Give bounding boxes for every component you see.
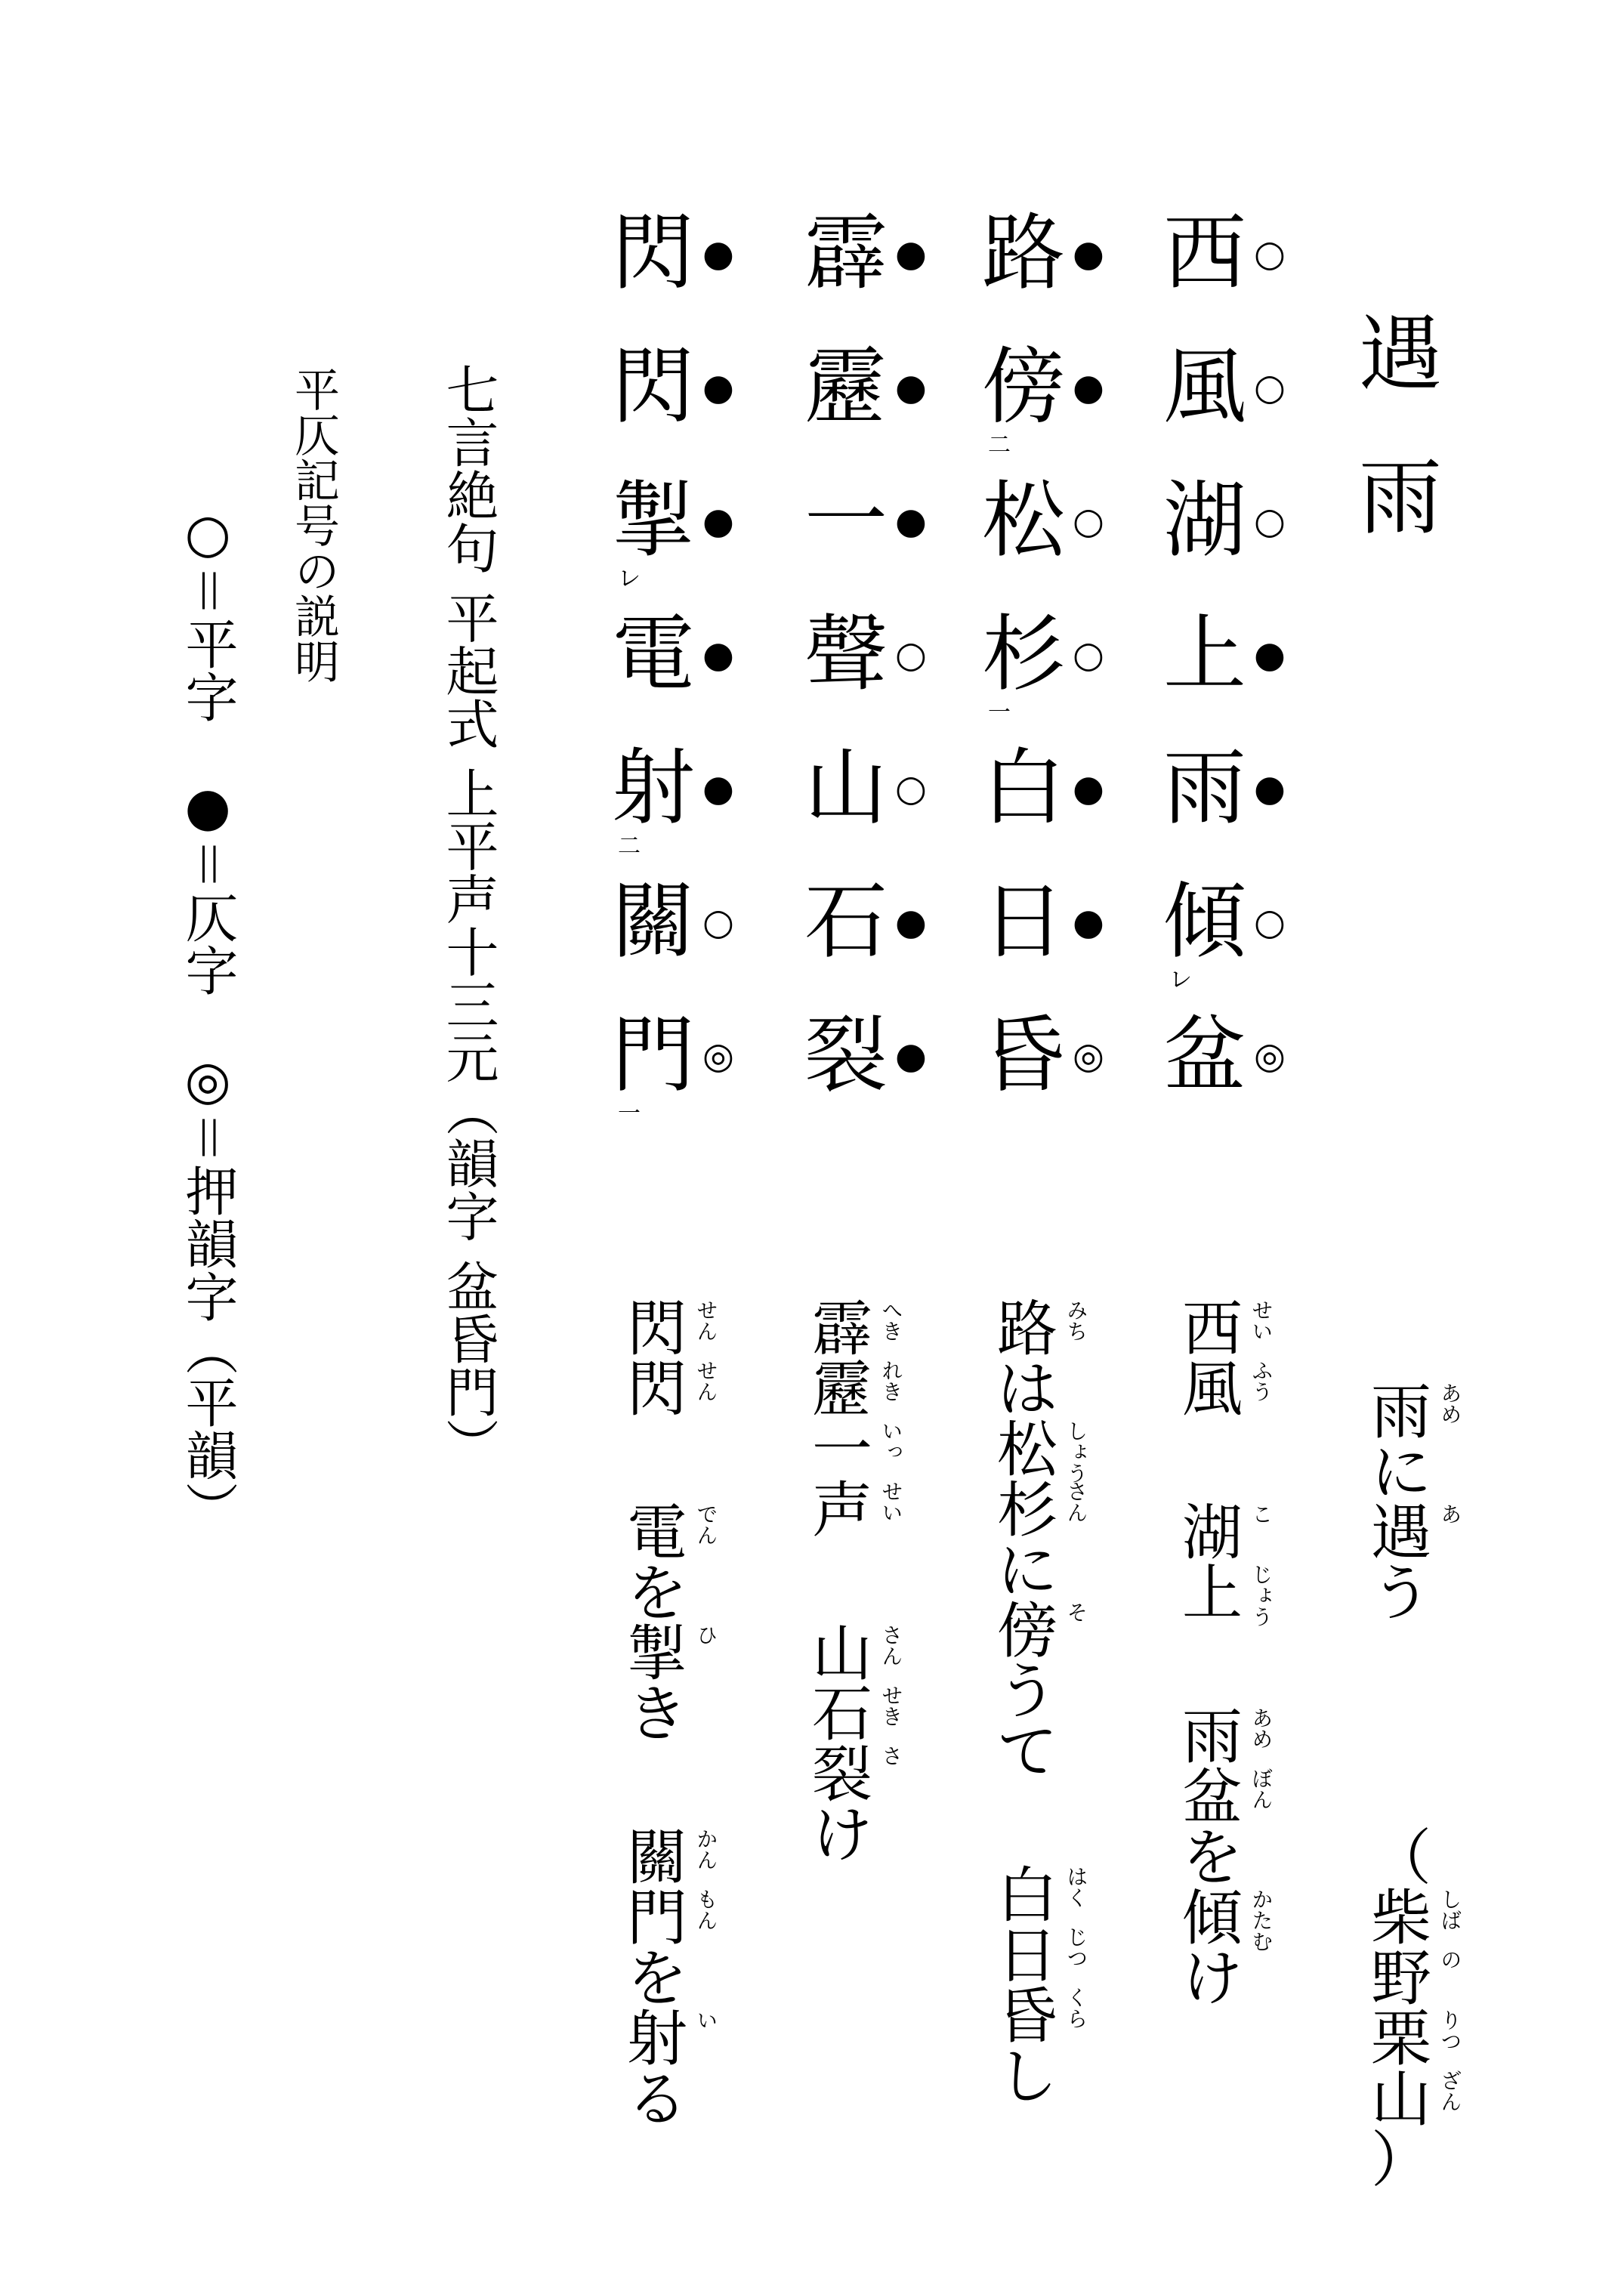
kundoku-character: う [997, 1656, 1057, 1727]
poem-cell [1163, 456, 1322, 590]
kundoku-segment [1360, 2064, 1463, 2135]
kundoku-character: 射 [627, 2004, 687, 2074]
soku-tone-mark: ● [702, 366, 734, 409]
poem-character: 山 [804, 739, 888, 836]
kundoku-character: に [1371, 1437, 1431, 1508]
furigana: そ [1064, 1601, 1089, 1622]
kundoku-character: 日 [997, 1921, 1057, 1991]
soku-tone-mark: ● [702, 767, 734, 810]
kundoku-segment [1171, 1762, 1274, 1832]
kundoku-character: 靂 [812, 1354, 872, 1425]
kundoku-segment [801, 1619, 904, 1689]
kundoku-character: て [997, 1717, 1057, 1787]
poem-cell [612, 189, 770, 323]
kundoku-segment [1171, 1354, 1274, 1425]
furigana: せん [693, 1360, 719, 1402]
kundoku-segment [1171, 1558, 1274, 1629]
kundoku-segment [801, 1740, 904, 1810]
furigana: こ [1249, 1503, 1274, 1524]
kundoku-character: き [627, 1679, 687, 1749]
rhyme-tone-mark: ◎ [702, 1035, 734, 1077]
poem-column-1 [1163, 189, 1322, 1125]
soku-tone-mark: ● [895, 366, 927, 409]
kundoku-segment [1360, 1883, 1463, 1953]
poem-cell [804, 857, 963, 991]
kundoku-segment [616, 1558, 699, 1629]
kundoku-character: ） [1371, 2125, 1431, 2195]
soku-tone-mark: ● [702, 500, 734, 542]
kundoku-segment [986, 1536, 1069, 1606]
hei-tone-mark: ○ [895, 634, 927, 676]
poem-cell [982, 323, 1141, 456]
kundoku-character: 湖 [1182, 1498, 1243, 1568]
poem-cell [982, 991, 1141, 1125]
poem-character: 杉 [982, 606, 1065, 702]
furigana: でん [693, 1503, 719, 1545]
kundoku-character: 掣 [627, 1619, 687, 1689]
kundoku-segment [1171, 1883, 1274, 1953]
legend-text: ○＝平字 ●＝仄字 ◎＝押韻字（平韻） [177, 502, 239, 1534]
poem-character: 掣 [612, 472, 695, 569]
kundoku-segment [616, 2004, 719, 2074]
kaeriten-mark: レ [1169, 967, 1192, 993]
kaeriten-mark: 一 [618, 1101, 641, 1127]
kundoku-segment [986, 1596, 1089, 1666]
kundoku-character: る [627, 2064, 687, 2135]
kundoku-character: 柴 [1371, 1883, 1431, 1953]
hei-tone-mark: ○ [895, 767, 927, 810]
poem-cell [804, 991, 963, 1125]
poem-cell [1163, 724, 1322, 857]
kaeriten-mark: 一 [988, 699, 1011, 726]
furigana: あ [1437, 1503, 1463, 1524]
furigana: かたむ [1249, 1888, 1274, 1952]
kundoku-character: を [627, 1558, 687, 1629]
kundoku-segment [801, 1354, 904, 1425]
poem-cell [1163, 857, 1322, 991]
kundoku-segment [801, 1679, 904, 1749]
soku-tone-mark: ● [895, 901, 927, 943]
kundoku-character: を [1182, 1823, 1243, 1893]
soku-tone-mark: ● [1254, 634, 1286, 676]
poem-column-3 [804, 189, 963, 1125]
kaeriten-mark: 二 [988, 432, 1011, 458]
furigana: くら [1064, 1987, 1089, 2029]
kundoku-character: 霹 [812, 1294, 872, 1364]
kundoku-segment [1360, 1558, 1443, 1629]
kundoku-segment [801, 1475, 904, 1545]
poem-character: 關 [612, 873, 695, 970]
kundoku-segment [986, 1294, 1089, 1364]
furigana: じょう [1249, 1564, 1274, 1627]
poem-character: 松 [982, 472, 1065, 569]
kundoku-character: 雨 [1371, 1377, 1431, 1447]
kundoku-character: 石 [812, 1679, 872, 1749]
kundoku-segment [1360, 1944, 1463, 2014]
meter-description: 七言絶句 平起式 上平声十三元（韻字 盆昏門） [437, 363, 499, 1471]
furigana: もん [693, 1888, 719, 1931]
kundoku-character: （ [1371, 1823, 1431, 1893]
furigana: せき [878, 1684, 904, 1727]
poem-cell [982, 456, 1141, 590]
kundoku-author [1360, 1823, 1463, 2195]
poem-character: 傾 [1163, 873, 1246, 970]
poem-cell [982, 857, 1141, 991]
kundoku-character: 山 [812, 1619, 872, 1689]
kundoku-character: 西 [1182, 1294, 1243, 1364]
kundoku-character: 杉 [997, 1475, 1057, 1545]
poem-cell [1163, 991, 1322, 1125]
kundoku-segment [616, 1294, 719, 1364]
hei-tone-mark: ○ [1254, 233, 1286, 275]
kundoku-segment [986, 1717, 1069, 1787]
soku-tone-mark: ● [895, 500, 927, 542]
kundoku-segment [986, 1354, 1069, 1425]
kundoku-line-4 [616, 1294, 719, 2135]
poem-cell [1163, 590, 1322, 724]
kundoku-character: け [1182, 1944, 1243, 2014]
kundoku-segment [616, 1498, 719, 1568]
soku-tone-mark: ● [1254, 767, 1286, 810]
kundoku-segment [1171, 1294, 1274, 1364]
kundoku-character: 路 [997, 1294, 1057, 1364]
poem-character: 風 [1163, 338, 1246, 435]
furigana: ぼん [1249, 1768, 1274, 1810]
poem-cell [612, 456, 770, 590]
furigana: せん [693, 1299, 719, 1342]
kundoku-segment [801, 1294, 904, 1364]
kundoku-segment [1171, 1498, 1274, 1568]
soku-tone-mark: ● [1073, 233, 1104, 275]
kundoku-segment [801, 1800, 884, 1870]
furigana: せい [1249, 1299, 1274, 1342]
kundoku-character: 盆 [1182, 1762, 1243, 1832]
furigana: さん [1064, 1480, 1089, 1523]
kundoku-character: を [627, 1944, 687, 2014]
kundoku-segment [1171, 1702, 1274, 1772]
kundoku-segment [1360, 1377, 1463, 1447]
kundoku-segment [986, 1415, 1089, 1485]
furigana: はく [1064, 1866, 1089, 1908]
poem-cell [804, 189, 963, 323]
furigana: さ [878, 1745, 904, 1766]
hei-tone-mark: ○ [1073, 634, 1104, 676]
kundoku-character: 雨 [1182, 1702, 1243, 1772]
kundoku-character: 白 [997, 1860, 1057, 1931]
poem-column-2 [982, 189, 1141, 1125]
kundoku-segment [1360, 2125, 1443, 2195]
kundoku-character: う [1371, 1558, 1431, 1629]
kundoku-segment [986, 2042, 1069, 2112]
kundoku-segment [986, 1475, 1089, 1545]
kundoku-segment [616, 1823, 719, 1893]
kundoku-character: 山 [1371, 2064, 1431, 2135]
soku-tone-mark: ● [895, 233, 927, 275]
poem-character: 日 [982, 873, 1065, 970]
kundoku-character: 閃 [627, 1294, 687, 1364]
poem-cell [804, 724, 963, 857]
poem-cell [804, 590, 963, 724]
soku-tone-mark: ● [702, 634, 734, 676]
kundoku-character: 声 [812, 1475, 872, 1545]
poem-character: 昏 [982, 1007, 1065, 1104]
furigana: れき [878, 1360, 904, 1402]
furigana: じつ [1064, 1926, 1089, 1968]
kundoku-character: 閃 [627, 1354, 687, 1425]
furigana: さん [878, 1624, 904, 1666]
kundoku-segment [616, 1619, 719, 1689]
poem-cell [982, 189, 1141, 323]
poem-character: 霹 [804, 205, 888, 301]
kundoku-character: 裂 [812, 1740, 872, 1810]
hei-tone-mark: ○ [1254, 901, 1286, 943]
kundoku-character: 傾 [1182, 1883, 1243, 1953]
furigana: ふう [1249, 1360, 1274, 1402]
kundoku-character: 野 [1371, 1944, 1431, 2014]
soku-tone-mark: ● [1073, 901, 1104, 943]
kundoku-character: 傍 [997, 1596, 1057, 1666]
kundoku-character: し [997, 2042, 1057, 2112]
soku-tone-mark: ● [1073, 366, 1104, 409]
kundoku-character: 一 [812, 1415, 872, 1485]
poem-cell [1163, 189, 1322, 323]
kundoku-segment [1360, 1823, 1443, 1893]
hei-tone-mark: ○ [1254, 366, 1286, 409]
kundoku-segment [616, 1679, 699, 1749]
kaeriten-mark: レ [618, 566, 641, 592]
furigana: あめ [1249, 1707, 1274, 1749]
furigana: ひ [693, 1624, 719, 1645]
kundoku-segment [1360, 1437, 1443, 1508]
poem-cell [982, 724, 1141, 857]
poem-character: 閃 [612, 338, 695, 435]
kundoku-character: 栗 [1371, 2004, 1431, 2074]
soku-tone-mark: ● [702, 233, 734, 275]
poem-character: 白 [982, 739, 1065, 836]
rhyme-tone-mark: ◎ [1073, 1035, 1104, 1077]
kundoku-segment [986, 1981, 1089, 2052]
hei-tone-mark: ○ [1073, 500, 1104, 542]
kundoku-line-2 [986, 1294, 1089, 2112]
hei-tone-mark: ○ [702, 901, 734, 943]
poem-title-text: 遇雨 [1345, 310, 1442, 597]
poem-title [1345, 310, 1442, 597]
poem-cell [612, 991, 770, 1125]
furigana: へき [878, 1299, 904, 1342]
kundoku-character: 關 [627, 1823, 687, 1893]
poem-cell [982, 590, 1141, 724]
kundoku-character: 遇 [1371, 1498, 1431, 1568]
poem-character: 傍 [982, 338, 1065, 435]
poem-character: 雨 [1163, 739, 1246, 836]
poem-character: 射 [612, 739, 695, 836]
rhyme-tone-mark: ◎ [1254, 1035, 1286, 1077]
kundoku-segment [1360, 1498, 1463, 1568]
furigana: かん [693, 1828, 719, 1870]
poem-column-4 [612, 189, 770, 1125]
kundoku-character: 門 [627, 1883, 687, 1953]
furigana: せい [878, 1480, 904, 1523]
furigana: しば [1437, 1888, 1463, 1931]
kundoku-character: に [997, 1536, 1057, 1606]
kundoku-segment [1171, 1823, 1254, 1893]
poem-character: 盆 [1163, 1007, 1246, 1104]
poem-cell [612, 323, 770, 456]
poem-character: 路 [982, 205, 1065, 301]
kundoku-character: は [997, 1354, 1057, 1425]
kundoku-segment [986, 1921, 1089, 1991]
kundoku-character: け [812, 1800, 872, 1870]
kundoku-segment [1171, 1944, 1254, 2014]
poem-character: 上 [1163, 606, 1246, 702]
poem-character: 湖 [1163, 472, 1246, 569]
poem-character: 門 [612, 1007, 695, 1104]
kundoku-segment [1360, 2004, 1463, 2074]
soku-tone-mark: ● [1073, 767, 1104, 810]
kundoku-line-3 [801, 1294, 904, 1870]
kundoku-segment [986, 1656, 1069, 1727]
furigana: りつ [1437, 2009, 1463, 2052]
kundoku-title [1360, 1377, 1463, 1629]
kundoku-character: 松 [997, 1415, 1057, 1485]
poem-cell [612, 857, 770, 991]
poem-cell [612, 724, 770, 860]
poem-cell [612, 590, 770, 724]
poem-character: 閃 [612, 205, 695, 301]
kundoku-segment [616, 1883, 719, 1953]
furigana: いっ [878, 1420, 904, 1462]
poem-character: 聲 [804, 606, 888, 702]
furigana: みち [1064, 1299, 1089, 1342]
kundoku-character: 電 [627, 1498, 687, 1568]
kundoku-segment [616, 1354, 719, 1425]
furigana: あめ [1437, 1382, 1463, 1425]
furigana: しょう [1064, 1420, 1089, 1484]
poem-character: 電 [612, 606, 695, 702]
kundoku-segment [801, 1415, 904, 1485]
soku-tone-mark: ● [895, 1035, 927, 1077]
kundoku-line-1 [1171, 1294, 1274, 2014]
furigana: の [1437, 1949, 1463, 1970]
kundoku-segment [616, 2064, 699, 2135]
legend-title: 平仄記号の説明 [287, 366, 340, 684]
poem-character: 一 [804, 472, 888, 569]
kundoku-segment [986, 1860, 1089, 1931]
furigana: い [693, 2009, 719, 2030]
kundoku-character: 風 [1182, 1354, 1243, 1425]
poem-character: 石 [804, 873, 888, 970]
poem-cell [1163, 323, 1322, 456]
kundoku-character: 昏 [997, 1981, 1057, 2052]
poem-character: 西 [1163, 205, 1246, 301]
hei-tone-mark: ○ [1254, 500, 1286, 542]
poem-cell [804, 323, 963, 456]
kundoku-segment [616, 1944, 699, 2014]
poem-character: 裂 [804, 1007, 888, 1104]
kundoku-character: 上 [1182, 1558, 1243, 1629]
poem-cell [804, 456, 963, 590]
furigana: ざん [1437, 2070, 1463, 2112]
poem-character: 靂 [804, 338, 888, 435]
kaeriten-mark: 二 [618, 833, 641, 860]
